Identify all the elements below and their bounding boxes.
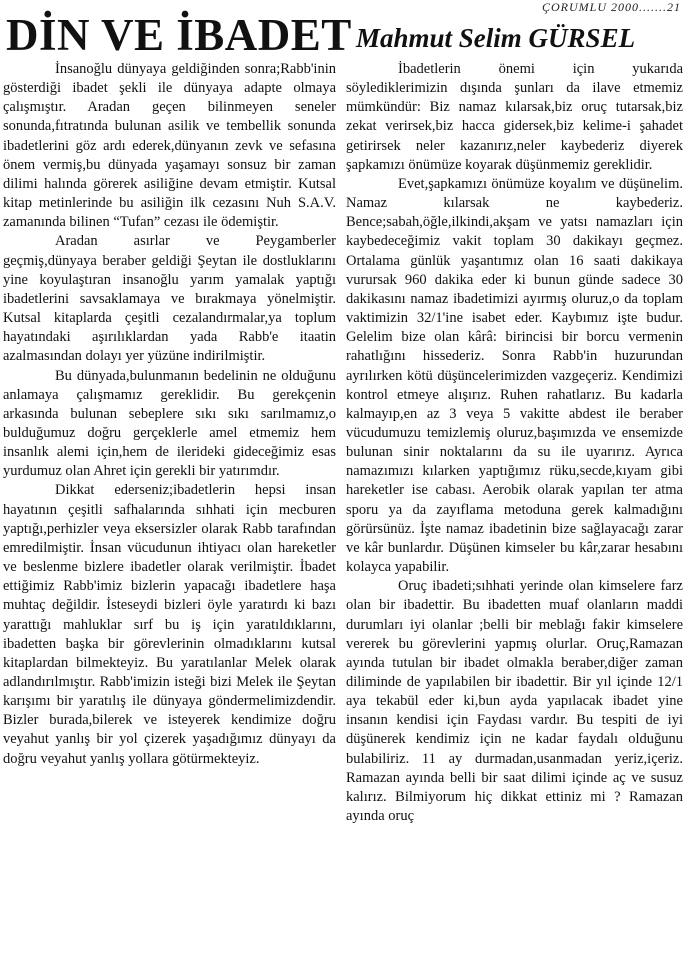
article-author: Mahmut Selim GÜRSEL bbox=[356, 23, 636, 53]
paragraph: Aradan asırlar ve Peygamberler geçmiş,dünyaya beraber geldiği Şeytan ile dostluklarını yine koyulaştıran insanoğlu yarım yamalak yaptığı ibadetlerini savsaklamaya ve bırakmaya yönelmiştir. Kutsal kitaplarda çeşitli cezalandırmalar,ya toplum hayatındaki aşırılıklardan yada Rabb'e itaatin azalmasından dolayı yer yüzüne indirilmiştir. bbox=[3, 233, 336, 365]
masthead: ÇORUMLU 2000.......21 bbox=[541, 0, 681, 14]
paragraph: Oruç ibadeti;sıhhati yerinde olan kimselere farz olan bir ibadettir. Bu ibadetten muaf olanların maddi durumları iyi olanlar ;belli bir meblağı fakir kimselere vererek bu görevlerini yapmış olurlar. Oruç,Ramazan ayında tutulan bir ibadet olmakla beraber,diğer zaman diliminde de yapılabilen bir ibadettir. Bir yıl içinde 12/1 aya tekabül eder ki,bun ayda yapılacak ibadet yine insanın kendisi için Faydası vardır. Bu tespiti de iyi düşünerek kendimiz için ne kadar faydalı olduğunu bulabiliriz. 11 ay durmadan,usanmadan yeriz,içeriz. Ramazan ayında belli bir saat dilimi içinde aç ve susuz kalırız. Bilmiyorum hiç dikkat ettiniz mi ? Ramazan ayında oruç bbox=[346, 578, 683, 825]
article-title: DİN VE İBADET bbox=[6, 10, 352, 60]
paragraph: Bu dünyada,bulunmanın bedelinin ne olduğunu anlamaya çalışmamız gereklidir. Bu gerekçenin arkasında bulunan sebeplere sıkı sıkı sarılmamız,o bulduğumuz doğru gerçeklerle amel etmemiz hem insanlık alemi için,hem de ilerideki gideceğimiz esas yurdumuz olan Ahret için gerekli bir yatırımdır. bbox=[3, 367, 336, 480]
paragraph: Dikkat ederseniz;ibadetlerin hepsi insan hayatının çeşitli safhalarında sıhhati için mecburen yaptığı,perhizler veya eksersizler olarak Rabb tarafından emredilmiştir. İnsan vücudunun ihtiyacı olan hareketler ve beslenme bizlere ibadetler olarak verilmiştir. İbadet ettiğimiz Rabb'imiz bizlerin yapacağı ibadetlere haşa muhtaç değildir. İsteseydi bizleri öyle yaratırdı ki bazı yarattığı mahluklar sırf bu iş için yaratıldıklarını, ibadetten başka bir görevlerinin olmadıklarını kutsal kitaplardan bilmekteyiz. Bu yaratılanlar Melek olarak adlandırılmıştır. Rabb'imizin isteği bizi Melek ile Şeytan karışımı bir yaratılış ile dünyaya göndermelimizdendir. Bizler burada,bilerek ve isteyerek kendimize doğru veyahut yanlış bir yol çizerek yaşadığımız dünyayı da doğru veyahut yanlış yollara götürmekteyiz. bbox=[3, 482, 336, 767]
paragraph: İbadetlerin önemi için yukarıda söylediklerimizin dışında şunları da ilave etmemiz mümkündür: Biz namaz kılarsak,biz oruç tutarsak,biz zekat verirsek,biz hacca gidersek,biz kelime-i şahadet getirirsek neler kazanırız,neler kaybederiz diyerek şapkamızı önümüze koyarak düşünmemiz gereklidir. bbox=[346, 61, 683, 173]
right-column bbox=[346, 60, 683, 960]
left-column bbox=[3, 60, 336, 960]
paragraph: İnsanoğlu dünyaya geldiğinden sonra;Rabb'inin gösterdiği ibadet şekli ile dünyaya adapte olmaya çalışmıştır. Aradan geçen bilinmeyen seneler sonunda,fıtratında bulunan asilik ve tembellik sonunda ibadetlerini göz ardı ederek,dünyanın zevk ve sefasına önem vermiş,bu dünyada yaşamayı sonsuz bir zaman dilimi halında görerek asiliğine devam etmiştir. Kutsal kitap metinlerinde bu asiliğin ilk cezasını Nuh S.A.V. zamanında bilinen “Tufan” cezası ile ödemiştir. bbox=[3, 61, 336, 231]
paragraph: Evet,şapkamızı önümüze koyalım ve düşünelim. Namaz kılarsak ne kaybederiz. Bence;sabah,öğle,ilkindi,akşam ve yatsı namazları için kaybedeceğimiz vakit toplam 30 dakikayı geçmez. Ortalama günlük yaşantımız olan 16 saati dakikaya vurursak 960 dakika eder ki bunun günde sadece 30 dakikasını namaz ibadetimizi ayırmış oluruz,o da toplam vaktimizin 32/1'ine isabet eder. Kaybımız işte budur. Gelelim bize olan kârâ: birincisi bir borcu vermenin rahatlığını hissederiz. Sonra Rabb'in huzurundan ayrılırken kötü düşüncelerimizden vazgeçeriz. Kendimizi kontrol etmeye alışırız. Ruhen rahatlarız. Bu kadarla kalmayıp,en az 3 veya 5 vakitte abdest ile beraber vücudumuzu temizlemiş oluruz,başımızda ve ensemizde bulunan sinir noktalarını da su ile uyarırız. Ayrıca namazımızı kılarken yaptığımız rüku,secde,kıyam gibi hareketler ise cabası. Aerobik olarak yapılan ter atma sporu ya da zayıflama metoduna gerek kalmadığını görürsünüz. İşte namaz ibadetinin bize sağlayacağı zarar ve kâr bunlardır. Düşünen kimseler bu kâr,zarar hesabını kolayca yapabilir. bbox=[346, 175, 683, 576]
